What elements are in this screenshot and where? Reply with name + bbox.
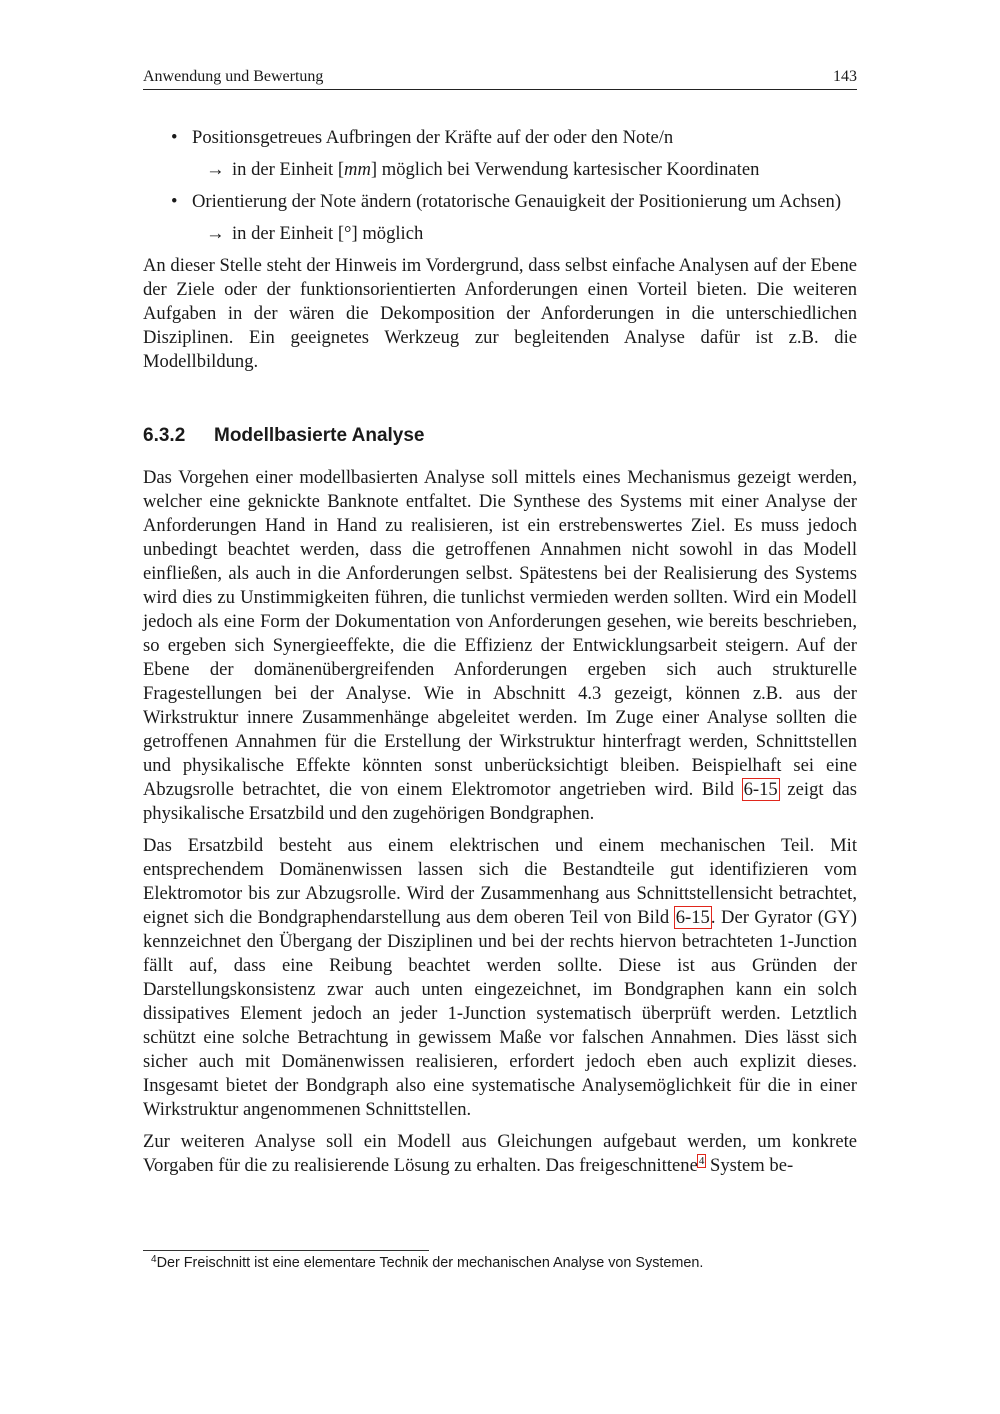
bullet-text: Positionsgetreues Aufbringen der Kräfte auf der oder den Note/n — [192, 127, 674, 148]
footnote-divider — [143, 1250, 429, 1251]
bullet-sub-item — [143, 222, 857, 246]
figure-reference-link[interactable]: 6-15 — [743, 779, 778, 800]
body-paragraph-3 — [143, 1130, 857, 1178]
main-content — [143, 126, 857, 1178]
footnote-reference-link[interactable]: 4 — [698, 1155, 705, 1167]
paragraph-text: . Der Gyrator (GY) kennzeichnet den Übergang der Disziplinen und bei der rechts hiervon betrachteten 1-Junction fällt auf, dass eine Reibung beachtet werden sollte. Diese ist aus Gründen der Darstellungskonsistenz zwar auch unten eingezeichnet, im Bondgraphen kann ein solch dissipatives Element jedoch an jeder 1-Junction systematisch überprüft werden. Letztlich schützt eine solche Betrachtung in gewissem Maße vor falschen Annahmen. Dies lässt sich sicher auch mit Domänenwissen realisieren, erfordert jedoch eben auch explizit dieses. Insgesamt bietet der Bondgraph also eine systematische Analysemöglichkeit für die in einer Wirkstruktur angenommenen Schnittstellen. — [143, 907, 857, 1120]
paragraph-text: Zur weiteren Analyse soll ein Modell aus Gleichungen aufgebaut werden, um konkrete Vorgaben für die zu realisierende Lösung zu erhalten. Das freigeschnittene — [143, 1131, 857, 1176]
figure-reference-link[interactable]: 6-15 — [675, 907, 710, 928]
chapter-title: Anwendung und Bewertung — [143, 68, 324, 85]
bullet-item — [143, 126, 857, 150]
right-arrow-icon: → — [206, 223, 225, 244]
bullet-dot-icon: • — [171, 127, 178, 148]
bullet-item — [143, 190, 857, 214]
paragraph-text: System be- — [705, 1155, 794, 1176]
paragraph-text: Das Ersatzbild besteht aus einem elektrischen und einem mechanischen Teil. Mit entsprechendem Domänenwissen lassen sich die Bestandteile gut identifizieren vom Elektromotor bis zur Abzugsrolle. Wird der Zusammenhang aus Schnittstellensicht betrachtet, eignet sich die Bondgraphendarstellung aus dem oberen Teil von Bild — [143, 835, 857, 928]
section-title: Modellbasierte Analyse — [214, 425, 425, 446]
bullet-sub-item — [143, 158, 857, 182]
bullet-sub-text-suffix: ] möglich bei Verwendung kartesischer Koordinaten — [370, 159, 760, 180]
bullet-text: Orientierung der Note ändern (rotatorische Genauigkeit der Positionierung um Achsen) — [192, 191, 842, 212]
body-paragraph-1 — [143, 466, 857, 826]
page-number: 143 — [833, 68, 857, 85]
intro-paragraph: An dieser Stelle steht der Hinweis im Vordergrund, dass selbst einfache Analysen auf der Ebene der Ziele oder der funktionsorientierten Anforderungen einen Vorteil bieten. Die weiteren Aufgaben in der wären die Dekomposition der Anforderungen in die unterschiedlichen Disziplinen. Ein geeignetes Werkzeug zur begleitenden Analyse dafür ist z.B. die Modellbildung. — [143, 255, 857, 372]
footnote — [151, 1254, 857, 1272]
section-heading — [143, 424, 857, 448]
footnote-text: Der Freischnitt ist eine elementare Technik der mechanischen Analyse von Systemen. — [156, 1255, 704, 1271]
paragraph-text: Das Vorgehen einer modellbasierten Analyse soll mittels eines Mechanismus gezeigt werden, welcher eine geknickte Banknote entfaltet. Die Synthese des Systems mit einer Analyse der Anforderungen Hand in Hand zu realisieren, ist ein erstrebenswertes Ziel. Es muss jedoch unbedingt beachtet werden, dass die getroffenen Annahmen nicht sowohl in das Modell einfließen, als auch in die Anforderungen selbst. Spätestens bei der Realisierung des Systems wird dies zu Unstimmigkeiten führen, die tunlichst vermieden werden sollten. Wird ein Modell jedoch als eine Form der Dokumentation von Anforderungen gesehen, wie bereits beschrieben, so ergeben sich Synergieeffekte, die die Effizienz der Entwicklungsarbeit steigern. Auf der Ebene der domänenübergreifenden Anforderungen ergeben sich auch strukturelle Fragestellungen bei der Analyse. Wie in Abschnitt 4.3 gezeigt, können z.B. aus der Wirkstruktur innere Zusammenhänge abgeleitet werden. Im Zuge einer Analyse sollten die getroffenen Annahmen für die Erstellung der Wirkstruktur hinterfragt werden, Schnittstellen und physikalische Effekte könnten sonst unberücksichtigt bleiben. Beispielhaft sei eine Abzugsrolle betrachtet, die von einem Elektromotor angetrieben wird. Bild — [143, 467, 857, 800]
unit-symbol: mm — [344, 159, 371, 180]
running-header — [143, 67, 857, 90]
bullet-sub-text: in der Einheit [°] möglich — [232, 223, 424, 244]
right-arrow-icon: → — [206, 159, 225, 180]
bullet-sub-text-prefix: in der Einheit [ — [232, 159, 345, 180]
footnote-mark: 4 — [151, 1254, 157, 1265]
paragraph-text: zeigt das physikalische Ersatzbild und den zugehörigen Bondgraphen. — [143, 779, 858, 824]
section-number: 6.3.2 — [143, 425, 186, 446]
body-paragraph-2 — [143, 834, 857, 1122]
bullet-dot-icon: • — [171, 191, 178, 212]
